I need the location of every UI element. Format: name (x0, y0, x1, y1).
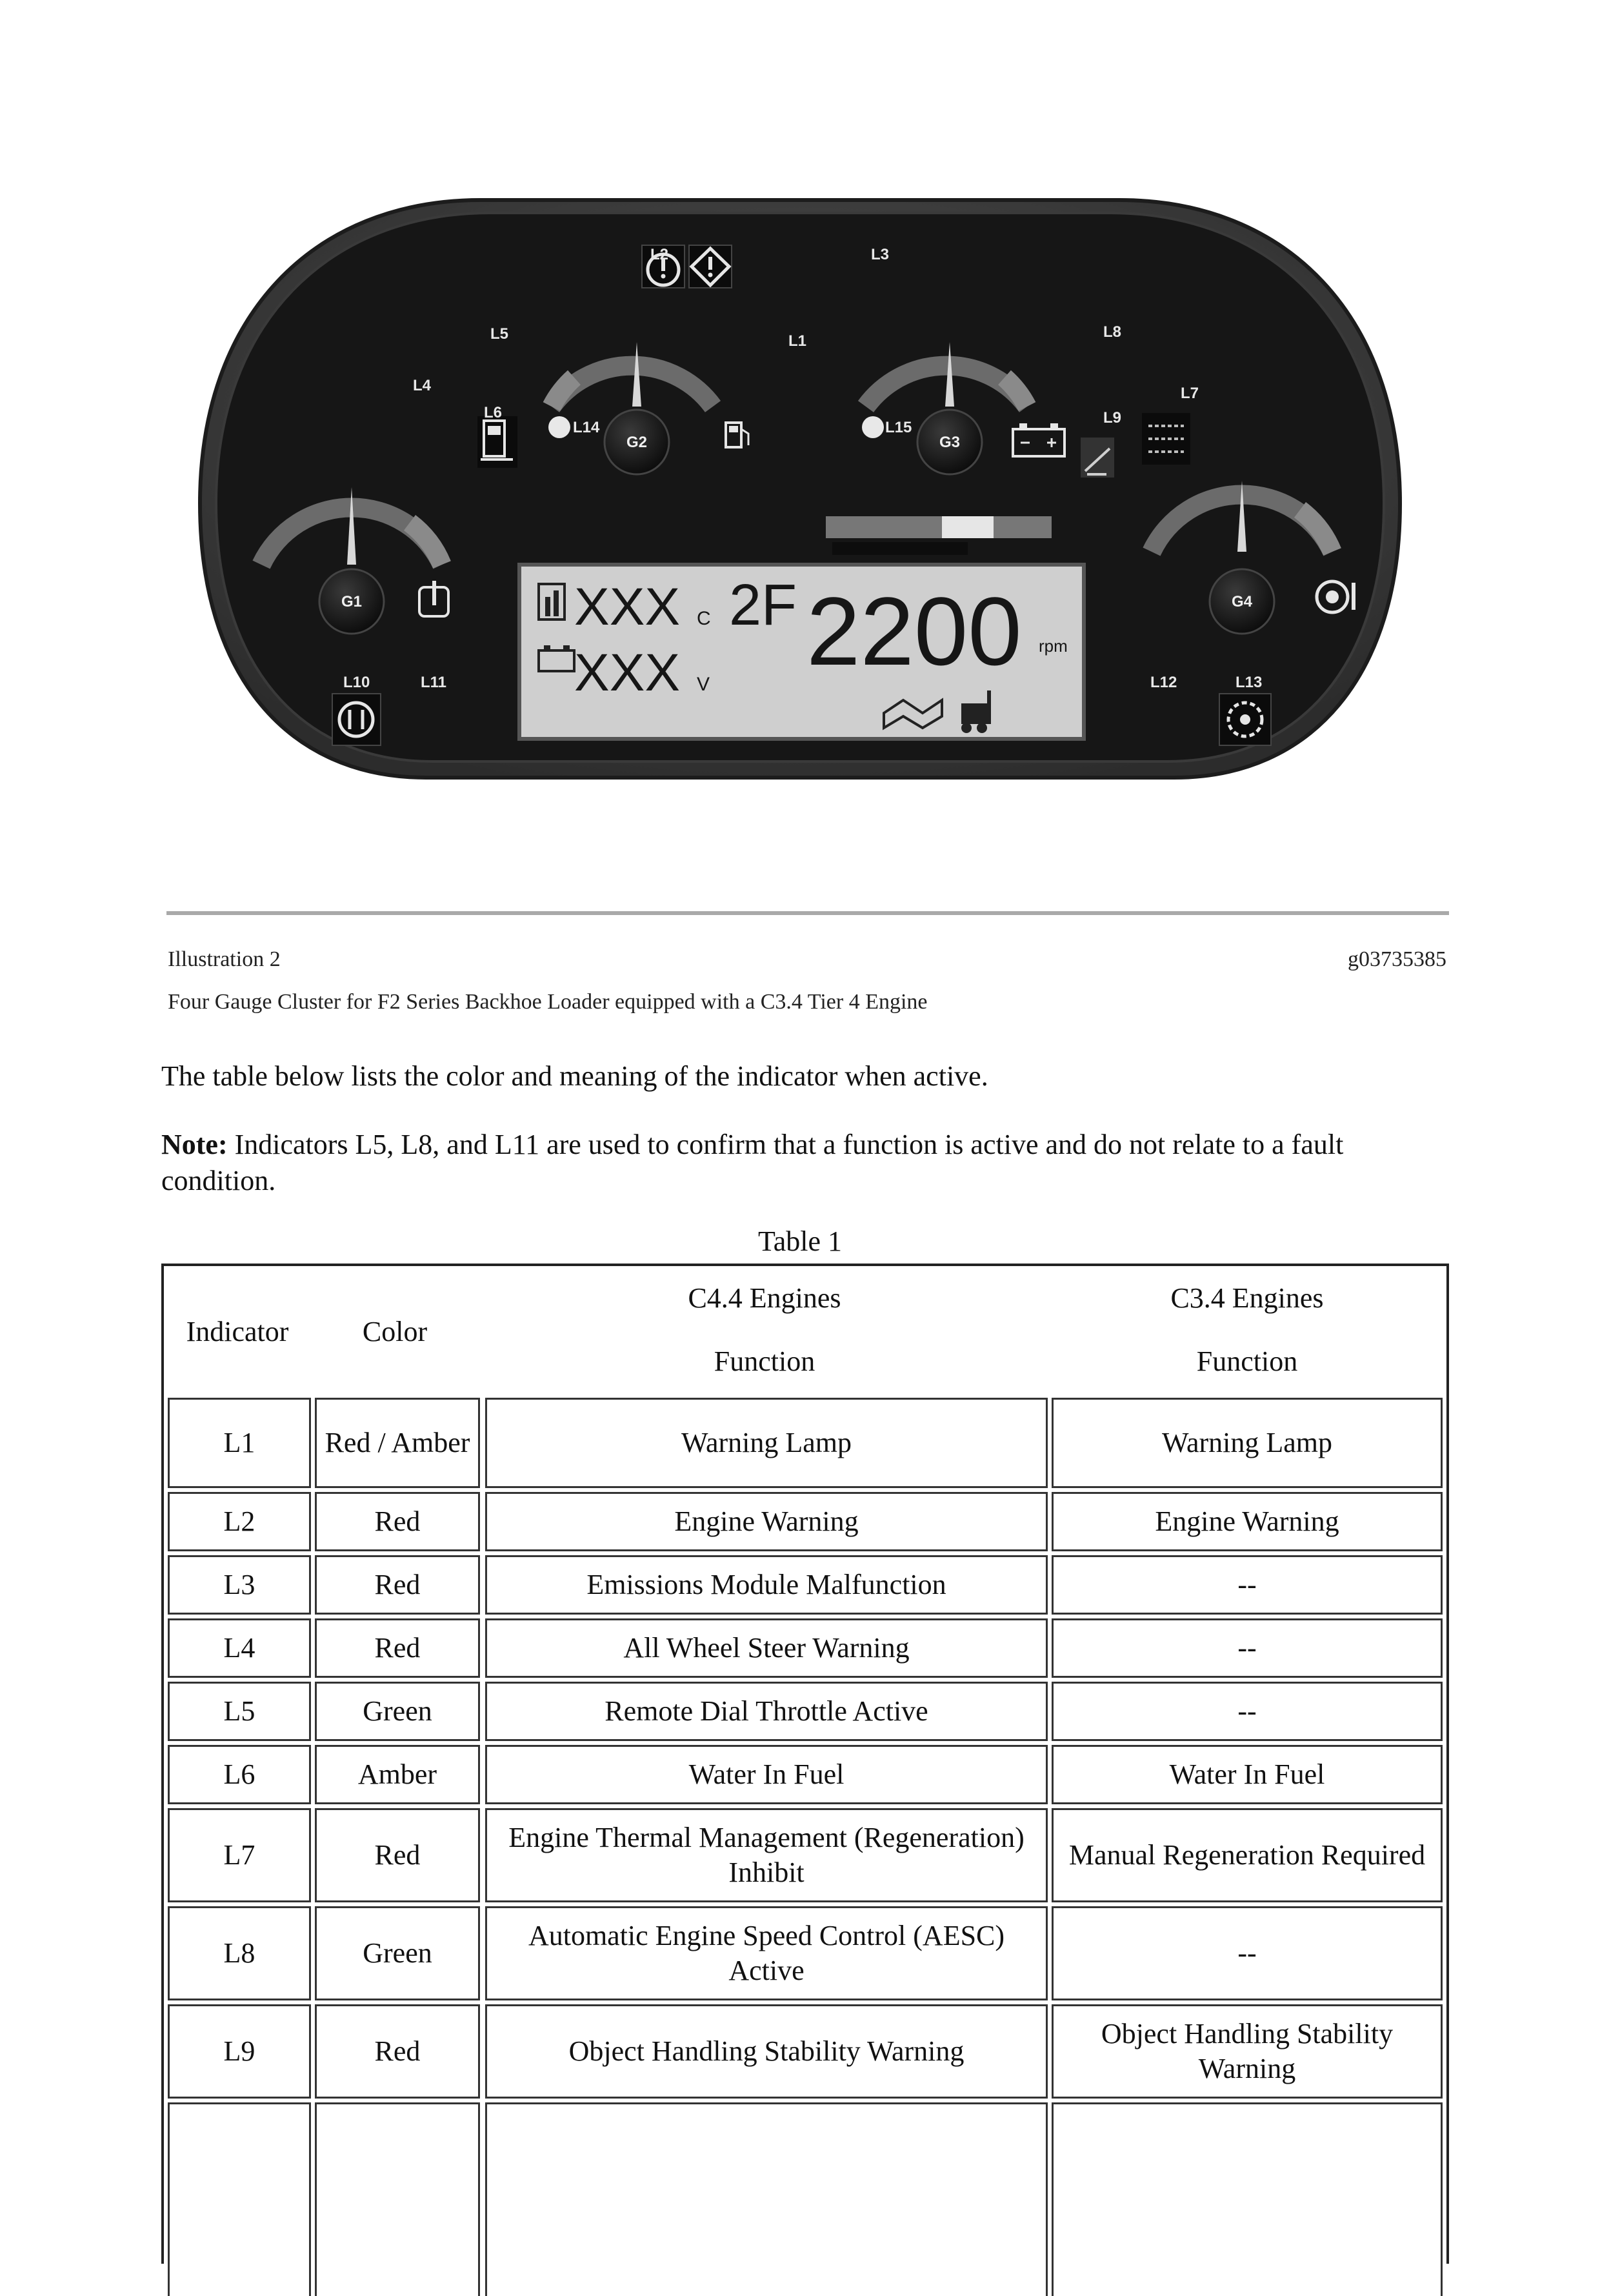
indicator-l14-lamp (548, 416, 570, 438)
intro-paragraph: The table below lists the color and meaning of the indicator when active. (161, 1060, 988, 1092)
indicator-label-l3: L3 (871, 246, 890, 263)
table-cell-indicator: L3 (168, 1555, 311, 1615)
header-c34-function: Function (1196, 1345, 1298, 1377)
table-cell-c34: Warning Lamp (1052, 1398, 1443, 1488)
water-in-fuel-icon (477, 416, 517, 468)
indicator-l15-lamp (862, 416, 884, 438)
table-cell-c44: Remote Dial Throttle Active (485, 1682, 1048, 1741)
illustration-code: g03735385 (1348, 947, 1446, 971)
table-cell-c44: Engine Warning (485, 1492, 1048, 1551)
header-indicator: Indicator (186, 1316, 289, 1347)
table-cell-color: Red (315, 1618, 480, 1678)
gauge-label-g3: G3 (939, 434, 961, 451)
table-cell-color (315, 2102, 480, 2296)
table-cell-c44: Warning Lamp (485, 1398, 1048, 1488)
indicator-label-l4: L4 (413, 377, 432, 394)
lcd-display (519, 565, 1084, 739)
engine-oil-pressure-icon (1219, 694, 1271, 745)
gauge-label-g2: G2 (626, 434, 648, 451)
indicator-label-l5: L5 (490, 325, 509, 343)
lcd-speed: 2200 (806, 577, 1022, 685)
indicator-label-l8: L8 (1103, 323, 1122, 341)
table-cell-c34: Manual Regeneration Required (1052, 1808, 1443, 1902)
indicator-label-l14: L14 (573, 419, 600, 436)
indicator-label-l13: L13 (1235, 674, 1263, 691)
table-cell-indicator: L1 (168, 1398, 311, 1488)
lcd-gear: 2F (729, 573, 797, 638)
table-cell-indicator: L7 (168, 1808, 311, 1902)
indicator-label-l2: L2 (650, 246, 669, 263)
gauge-label-g4: G4 (1231, 593, 1253, 610)
table-cell-c44: Automatic Engine Speed Control (AESC) Active (485, 1906, 1048, 2000)
table-cell-c44: Water In Fuel (485, 1745, 1048, 1804)
indicator-label-l7: L7 (1181, 385, 1199, 402)
table-cell-c34: Object Handling Stability Warning (1052, 2004, 1443, 2099)
table-cell-color: Red (315, 2004, 480, 2099)
table-title: Table 1 (757, 1225, 843, 1257)
table-cell-c34: -- (1052, 1555, 1443, 1615)
table-cell-c34 (1052, 2102, 1443, 2296)
table-cell-c44: All Wheel Steer Warning (485, 1618, 1048, 1678)
indicator-label-l12: L12 (1150, 674, 1177, 691)
table-cell-c34: Engine Warning (1052, 1492, 1443, 1551)
header-c44-function: Function (714, 1345, 815, 1377)
table-cell-c34: -- (1052, 1906, 1443, 2000)
illustration-label: Illustration 2 (168, 947, 281, 971)
table-cell-color: Red (315, 1555, 480, 1615)
regeneration-inhibit-icon (1142, 413, 1190, 465)
table-cell-indicator: L9 (168, 2004, 311, 2099)
table-cell-color: Red / Amber (315, 1398, 480, 1488)
lcd-speed-unit: rpm (1039, 636, 1068, 656)
table-cell-color: Red (315, 1492, 480, 1551)
table-cell-color: Amber (315, 1745, 480, 1804)
table-cell-color: Green (315, 1906, 480, 2000)
lcd-line1-value: XXX (574, 578, 681, 636)
table-cell-c44 (485, 2102, 1048, 2296)
table-cell-indicator: L5 (168, 1682, 311, 1741)
table-cell-indicator: L6 (168, 1745, 311, 1804)
lcd-line1-unit: C (697, 608, 711, 629)
indicator-label-l10: L10 (343, 674, 370, 691)
indicator-label-l6: L6 (484, 404, 503, 421)
header-color: Color (362, 1316, 428, 1347)
note-label: Note: (161, 1129, 228, 1160)
gauge-cluster-illustration (187, 194, 1413, 813)
indicator-label-l1: L1 (788, 332, 807, 350)
header-c44-engines: C4.4 Engines (688, 1282, 841, 1314)
table-cell-indicator (168, 2102, 311, 2296)
glow-plug-icon (332, 694, 381, 745)
table-cell-c34: -- (1052, 1682, 1443, 1741)
header-c34-engines: C3.4 Engines (1170, 1282, 1324, 1314)
lcd-line2-value: XXX (574, 643, 681, 702)
gauge-label-g1: G1 (341, 593, 363, 610)
indicator-label-l9: L9 (1103, 409, 1122, 427)
illustration-divider (166, 911, 1449, 915)
table-cell-indicator: L2 (168, 1492, 311, 1551)
table-cell-c44: Engine Thermal Management (Regeneration) Inhibit (485, 1808, 1048, 1902)
table-cell-indicator: L4 (168, 1618, 311, 1678)
lcd-line2-unit: V (697, 674, 710, 695)
table-cell-color: Red (315, 1808, 480, 1902)
note-paragraph (161, 1127, 1449, 1199)
table-cell-c34: Water In Fuel (1052, 1745, 1443, 1804)
table-cell-c44: Object Handling Stability Warning (485, 2004, 1048, 2099)
table-cell-c34: -- (1052, 1618, 1443, 1678)
illustration-description: Four Gauge Cluster for F2 Series Backhoe Loader equipped with a C3.4 Tier 4 Engine (168, 990, 928, 1014)
table-cell-color: Green (315, 1682, 480, 1741)
warning-lamp-icon (689, 245, 732, 288)
note-text: Indicators L5, L8, and L11 are used to confirm that a function is active and do not relate to a fault condition. (161, 1129, 1344, 1196)
object-handling-stability-icon (1081, 438, 1114, 478)
table-cell-c44: Emissions Module Malfunction (485, 1555, 1048, 1615)
indicator-label-l11: L11 (421, 674, 447, 691)
table-cell-indicator: L8 (168, 1906, 311, 2000)
indicator-label-l15: L15 (885, 419, 912, 436)
